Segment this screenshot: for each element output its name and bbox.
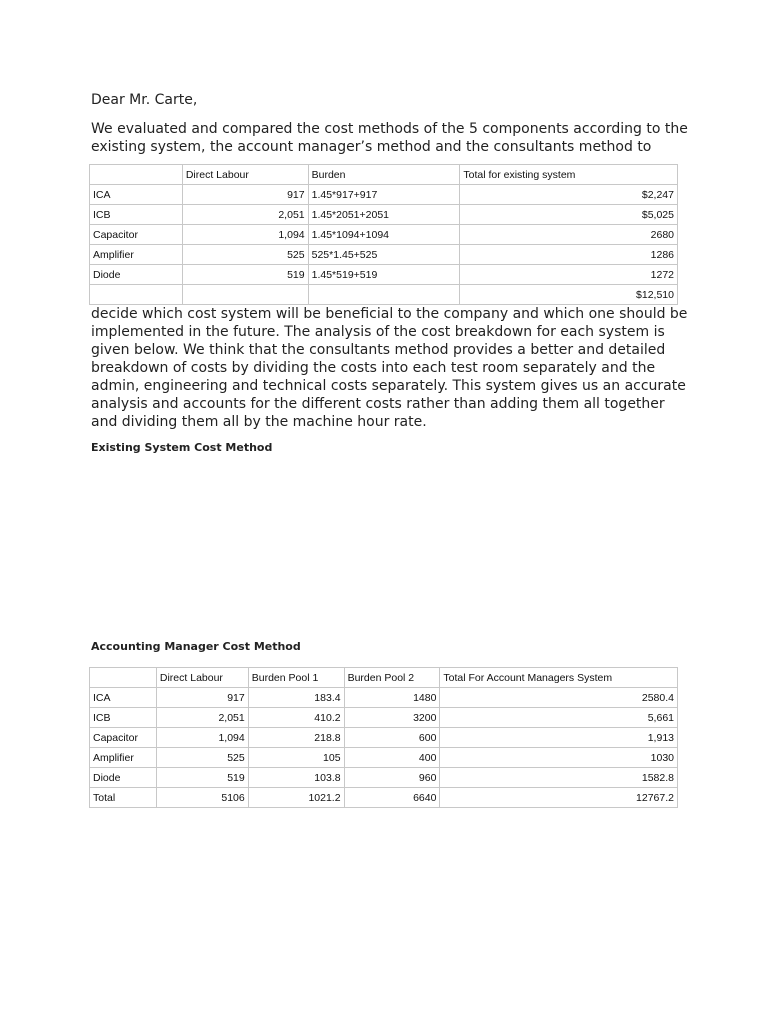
table-row xyxy=(90,728,678,748)
burden-cell: 1.45*519+519 xyxy=(308,265,460,285)
table-row xyxy=(90,245,678,265)
burden-cell: 525*1.45+525 xyxy=(308,245,460,265)
direct-labour-cell xyxy=(182,285,308,305)
row-label: Amplifier xyxy=(90,245,183,265)
header-cell: Burden Pool 2 xyxy=(344,668,440,688)
burden-cell: 1.45*1094+1094 xyxy=(308,225,460,245)
burden-pool-2-cell: 1480 xyxy=(344,688,440,708)
direct-labour-cell: 917 xyxy=(156,688,248,708)
burden-pool-2-cell: 3200 xyxy=(344,708,440,728)
header-cell: Total For Account Managers System xyxy=(440,668,678,688)
row-label: ICA xyxy=(90,688,157,708)
burden-cell xyxy=(308,285,460,305)
total-cell: 1286 xyxy=(460,245,678,265)
row-label: Capacitor xyxy=(90,225,183,245)
direct-labour-cell: 1,094 xyxy=(156,728,248,748)
burden-pool-1-cell: 183.4 xyxy=(248,688,344,708)
accounting-manager-heading: Accounting Manager Cost Method xyxy=(91,640,301,653)
burden-pool-1-cell: 218.8 xyxy=(248,728,344,748)
row-label: Diode xyxy=(90,768,157,788)
total-cell: 5,661 xyxy=(440,708,678,728)
direct-labour-cell: 5106 xyxy=(156,788,248,808)
total-cell: 1,913 xyxy=(440,728,678,748)
row-label: ICA xyxy=(90,185,183,205)
header-cell: Total for existing system xyxy=(460,165,678,185)
burden-pool-2-cell: 960 xyxy=(344,768,440,788)
table-row xyxy=(90,688,678,708)
table-row xyxy=(90,205,678,225)
header-cell xyxy=(90,668,157,688)
direct-labour-cell: 525 xyxy=(182,245,308,265)
header-cell: Direct Labour xyxy=(182,165,308,185)
burden-cell: 1.45*2051+2051 xyxy=(308,205,460,225)
row-label xyxy=(90,285,183,305)
total-cell: $2,247 xyxy=(460,185,678,205)
total-cell: $5,025 xyxy=(460,205,678,225)
direct-labour-cell: 2,051 xyxy=(182,205,308,225)
grand-total-cell: 12767.2 xyxy=(440,788,678,808)
direct-labour-cell: 519 xyxy=(156,768,248,788)
total-cell: 1582.8 xyxy=(440,768,678,788)
burden-pool-1-cell: 410.2 xyxy=(248,708,344,728)
grand-total-cell: $12,510 xyxy=(460,285,678,305)
row-label: Amplifier xyxy=(90,748,157,768)
total-cell: 2580.4 xyxy=(440,688,678,708)
row-label: ICB xyxy=(90,205,183,225)
table-row xyxy=(90,708,678,728)
table-row xyxy=(90,768,678,788)
row-label: Capacitor xyxy=(90,728,157,748)
total-cell: 2680 xyxy=(460,225,678,245)
burden-pool-1-cell: 105 xyxy=(248,748,344,768)
burden-pool-1-cell: 1021.2 xyxy=(248,788,344,808)
salutation: Dear Mr. Carte, xyxy=(91,92,198,108)
header-cell: Direct Labour xyxy=(156,668,248,688)
table-total-row xyxy=(90,788,678,808)
header-cell: Burden xyxy=(308,165,460,185)
burden-pool-2-cell: 600 xyxy=(344,728,440,748)
existing-system-table xyxy=(89,164,678,305)
burden-pool-2-cell: 6640 xyxy=(344,788,440,808)
direct-labour-cell: 2,051 xyxy=(156,708,248,728)
row-label: Total xyxy=(90,788,157,808)
accounting-manager-table xyxy=(89,667,678,808)
direct-labour-cell: 1,094 xyxy=(182,225,308,245)
total-cell: 1030 xyxy=(440,748,678,768)
table-total-row xyxy=(90,285,678,305)
direct-labour-cell: 525 xyxy=(156,748,248,768)
table-row xyxy=(90,265,678,285)
table-header-row xyxy=(90,668,678,688)
header-cell xyxy=(90,165,183,185)
burden-pool-1-cell: 103.8 xyxy=(248,768,344,788)
intro-paragraph: We evaluated and compared the cost methods of the 5 components according to the existing system, the account manager’s method and the consultants method to xyxy=(91,121,688,155)
table-row xyxy=(90,748,678,768)
direct-labour-cell: 519 xyxy=(182,265,308,285)
burden-cell: 1.45*917+917 xyxy=(308,185,460,205)
table-header-row xyxy=(90,165,678,185)
row-label: Diode xyxy=(90,265,183,285)
existing-system-heading: Existing System Cost Method xyxy=(91,441,273,454)
table-row xyxy=(90,185,678,205)
total-cell: 1272 xyxy=(460,265,678,285)
row-label: ICB xyxy=(90,708,157,728)
table-row xyxy=(90,225,678,245)
burden-pool-2-cell: 400 xyxy=(344,748,440,768)
header-cell: Burden Pool 1 xyxy=(248,668,344,688)
body-paragraph: decide which cost system will be beneficial to the company and which one should be implemented in the future. The analysis of the cost breakdown for each system is given below. We think that the consultants method provides a better and detailed breakdown of costs by dividing the costs into each test room separately and the admin, engineering and technical costs separately. This system gives us an accurate analysis and accounts for the different costs rather than adding them all together and dividing them all by the machine hour rate. xyxy=(91,306,688,430)
direct-labour-cell: 917 xyxy=(182,185,308,205)
